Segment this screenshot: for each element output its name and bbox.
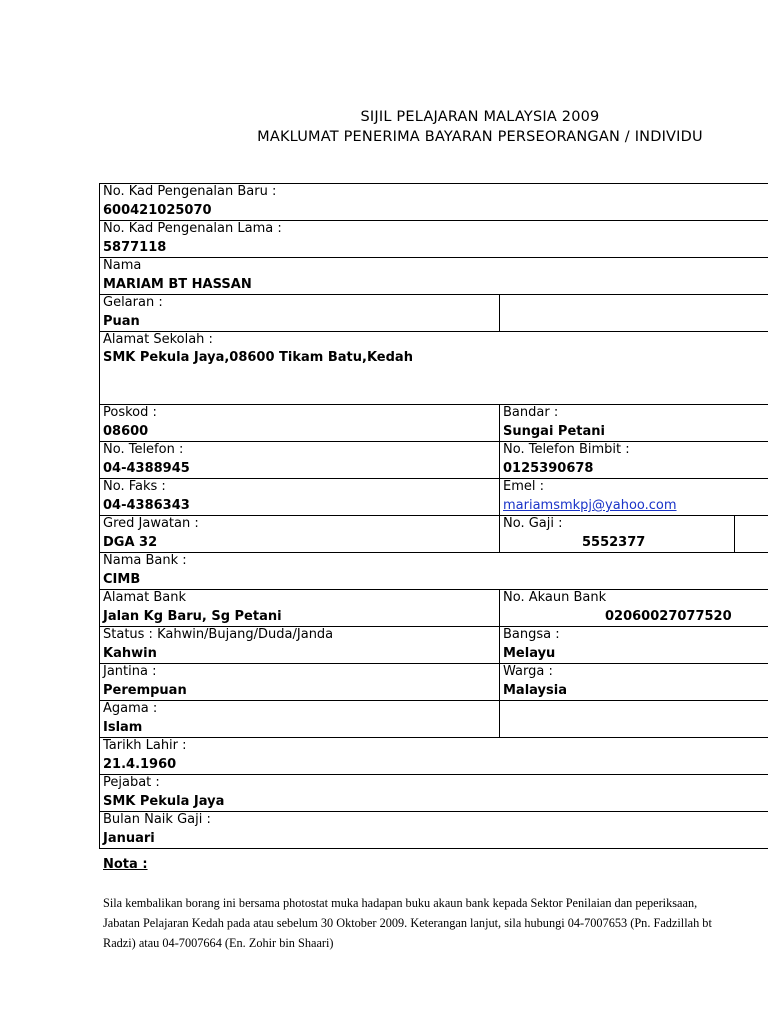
title-label: Gelaran :: [103, 295, 163, 310]
postcode-field[interactable]: [99, 405, 500, 441]
grade-label: Gred Jawatan :: [103, 516, 199, 531]
phone-label: No. Telefon :: [103, 442, 184, 457]
salary-no-field[interactable]: [500, 516, 735, 552]
citizenship-value: Malaysia: [503, 683, 567, 698]
notes-heading: Nota :: [103, 857, 148, 872]
postcode-label: Poskod :: [103, 405, 157, 420]
row-postcode-city: [99, 405, 768, 442]
bank-name-label: Nama Bank :: [103, 553, 187, 568]
race-value: Melayu: [503, 646, 556, 661]
ic-old-label: No. Kad Pengenalan Lama :: [103, 221, 282, 236]
school-address-field[interactable]: [99, 332, 768, 404]
form-subtitle: MAKLUMAT PENERIMA BAYARAN PERSEORANGAN / INDIVIDU: [257, 129, 703, 145]
increment-month-field[interactable]: [99, 812, 768, 848]
increment-month-label: Bulan Naik Gaji :: [103, 812, 211, 827]
fax-label: No. Faks :: [103, 479, 166, 494]
row-ic-new: [99, 183, 768, 221]
salary-no-value: 5552377: [582, 535, 646, 550]
row-school-address: [99, 332, 768, 405]
ic-new-label: No. Kad Pengenalan Baru :: [103, 184, 277, 199]
school-address-value: SMK Pekula Jaya,08600 Tikam Batu,Kedah: [103, 350, 413, 365]
citizenship-label: Warga :: [503, 664, 553, 679]
bank-account-field[interactable]: [500, 590, 768, 626]
phone-value: 04-4388945: [103, 461, 190, 476]
religion-empty-cell: [500, 701, 768, 737]
row-phone-mobile: [99, 442, 768, 479]
payee-form: [99, 183, 768, 849]
row-ic-old: [99, 221, 768, 258]
ic-old-field[interactable]: [99, 221, 768, 257]
row-grade-salary: [99, 516, 768, 553]
row-title: [99, 295, 768, 332]
race-field[interactable]: [500, 627, 768, 663]
ic-old-value: 5877118: [103, 240, 167, 255]
ic-new-field[interactable]: [99, 184, 768, 220]
email-label: Emel :: [503, 479, 544, 494]
status-value: Kahwin: [103, 646, 157, 661]
status-field[interactable]: [99, 627, 500, 663]
increment-month-value: Januari: [103, 831, 155, 846]
row-religion: [99, 701, 768, 738]
dob-field[interactable]: [99, 738, 768, 774]
office-value: SMK Pekula Jaya: [103, 794, 225, 809]
bank-account-label: No. Akaun Bank: [503, 590, 607, 605]
citizenship-field[interactable]: [500, 664, 768, 700]
salary-no-label: No. Gaji :: [503, 516, 563, 531]
fax-field[interactable]: [99, 479, 500, 515]
city-value: Sungai Petani: [503, 424, 605, 439]
fax-value: 04-4386343: [103, 498, 190, 513]
title-value: Puan: [103, 314, 140, 329]
bank-name-field[interactable]: [99, 553, 768, 589]
religion-field[interactable]: [99, 701, 500, 737]
row-bank-name: [99, 553, 768, 590]
bank-address-label: Alamat Bank: [103, 590, 186, 605]
city-field[interactable]: [500, 405, 768, 441]
title-empty-cell: [500, 295, 768, 331]
bank-name-value: CIMB: [103, 572, 141, 587]
ic-new-value: 600421025070: [103, 203, 212, 218]
title-field[interactable]: [99, 295, 500, 331]
notes-text: Sila kembalikan borang ini bersama photostat muka hadapan buku akaun bank kepada Sektor Penilaian dan peperiksaan, Jabatan Pelajaran Kedah pada atau sebelum 30 Oktober 2009. Keterangan lanjut, sila hubungi 04-7007653 (Pn. Fadzillah bt Radzi) atau 04-7007664 (En. Zohir bin Shaari): [103, 896, 712, 950]
gender-field[interactable]: [99, 664, 500, 700]
row-office: [99, 775, 768, 812]
row-name: [99, 258, 768, 295]
office-label: Pejabat :: [103, 775, 160, 790]
grade-field[interactable]: [99, 516, 500, 552]
grade-value: DGA 32: [103, 535, 158, 550]
phone-field[interactable]: [99, 442, 500, 478]
mobile-label: No. Telefon Bimbit :: [503, 442, 630, 457]
bank-address-field[interactable]: [99, 590, 500, 626]
bank-address-value: Jalan Kg Baru, Sg Petani: [103, 609, 282, 624]
race-label: Bangsa :: [503, 627, 560, 642]
row-bank-address-account: [99, 590, 768, 627]
gender-value: Perempuan: [103, 683, 187, 698]
office-field[interactable]: [99, 775, 768, 811]
bank-account-value: 02060027077520: [605, 609, 732, 624]
row-increment-month: [99, 812, 768, 849]
gender-label: Jantina :: [103, 664, 157, 679]
form-title: SIJIL PELAJARAN MALAYSIA 2009: [360, 109, 600, 125]
email-field[interactable]: [500, 479, 768, 515]
religion-label: Agama :: [103, 701, 158, 716]
school-address-label: Alamat Sekolah :: [103, 332, 213, 347]
name-field[interactable]: [99, 258, 768, 294]
mobile-value: 0125390678: [503, 461, 594, 476]
name-value: MARIAM BT HASSAN: [103, 277, 252, 292]
religion-value: Islam: [103, 720, 143, 735]
city-label: Bandar :: [503, 405, 559, 420]
postcode-value: 08600: [103, 424, 149, 439]
row-gender-citizenship: [99, 664, 768, 701]
name-label: Nama: [103, 258, 142, 273]
dob-label: Tarikh Lahir :: [103, 738, 187, 753]
row-status-race: [99, 627, 768, 664]
email-link[interactable]: mariamsmkpj@yahoo.com: [503, 498, 677, 513]
dob-value: 21.4.1960: [103, 757, 177, 772]
row-dob: [99, 738, 768, 775]
row-fax-email: [99, 479, 768, 516]
status-label: Status : Kahwin/Bujang/Duda/Janda: [103, 627, 334, 642]
mobile-field[interactable]: [500, 442, 768, 478]
